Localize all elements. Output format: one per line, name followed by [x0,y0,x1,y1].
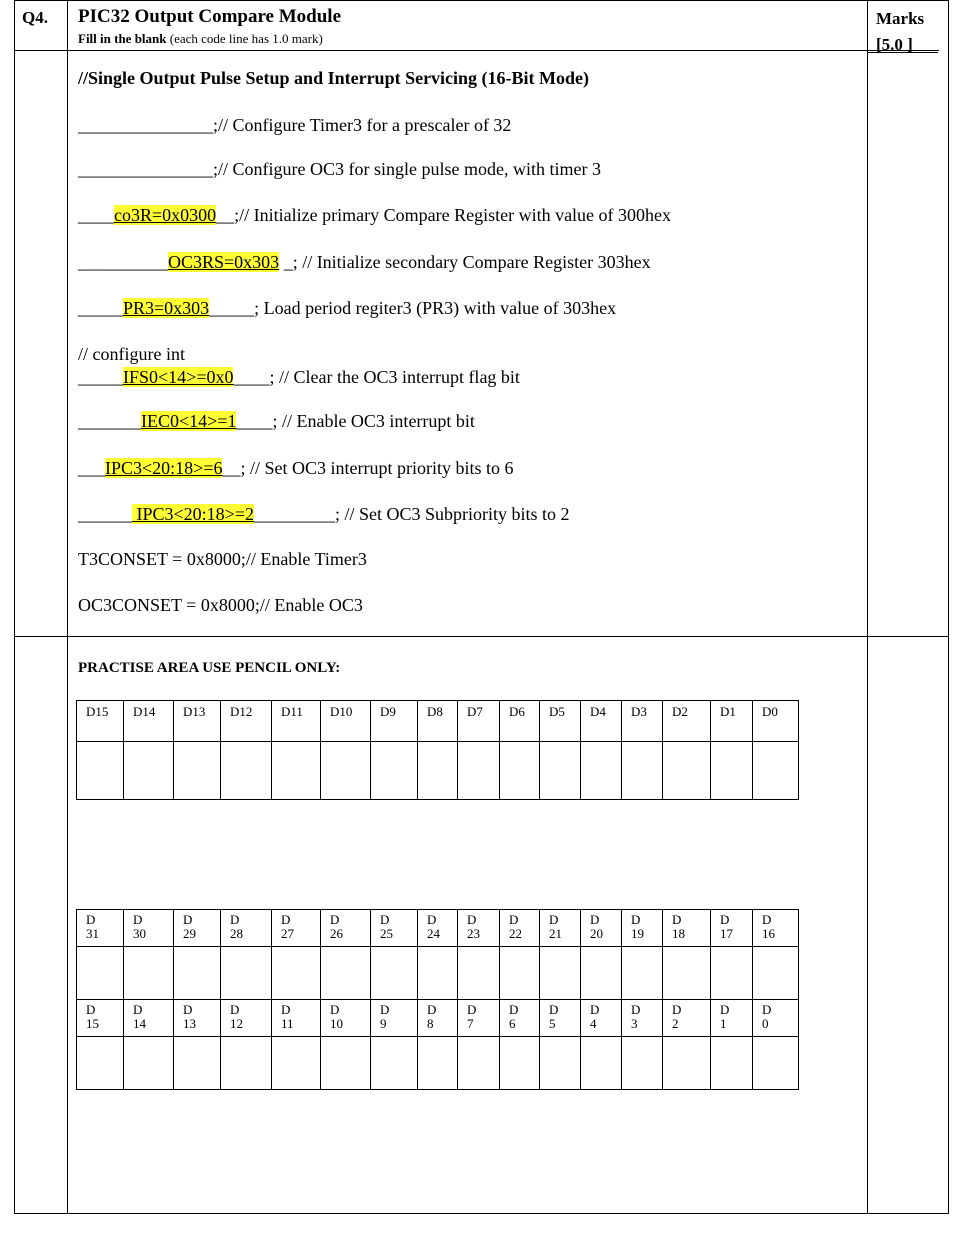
bit-entry-cell[interactable] [174,742,221,800]
line-7-comment: ____; // Enable OC3 interrupt bit [236,411,475,431]
bit-index: 22 [509,926,522,941]
bit-letter: D [230,912,240,927]
code-line-10: T3CONSET = 0x8000;// Enable Timer3 [78,549,367,569]
bit-index: 30 [133,926,146,941]
bit-header-cell [77,910,124,947]
code-line-7 [78,410,475,432]
bit-letter: D [720,1002,730,1017]
line-8-answer: IPC3<20:18>=6 [105,458,223,478]
bit-letter: D [509,1002,519,1017]
bit-index: 29 [183,926,196,941]
bit-letter: D [133,912,143,927]
bit-header-cell [221,910,272,947]
bit-entry-cell[interactable] [458,742,500,800]
bit-header-cell [272,910,321,947]
bit-letter: D [86,912,96,927]
bit-header-cell [371,1000,418,1037]
right-border [948,0,949,1214]
bit-letter: D [133,1002,143,1017]
bit-letter: D [720,912,730,927]
bit-header-cell [711,910,753,947]
bit-letter: D [230,1002,240,1017]
bit-header-cell: D5 [540,701,581,742]
bit-entry-cell[interactable] [221,1037,272,1090]
bit-letter: D [762,912,772,927]
bit-entry-cell[interactable] [124,947,174,1000]
question-subtitle [78,31,323,47]
bit-header-cell [458,1000,500,1037]
bit-entry-cell[interactable] [500,742,540,800]
bit-letter: D [467,1002,477,1017]
bit-index: 6 [509,1016,516,1031]
line-7-answer: IEC0<14>=1 [141,411,237,431]
bit-header-cell [77,1000,124,1037]
bit-index: 10 [330,1016,343,1031]
bit-table-16-blank-row [77,742,799,800]
bit-header-cell [321,1000,371,1037]
marks-column-border [867,0,868,1214]
bit-header-cell [124,1000,174,1037]
bit-letter: D [549,912,559,927]
bit-entry-cell[interactable] [272,1037,321,1090]
bit-letter: D [631,1002,641,1017]
bit-entry-cell[interactable] [458,1037,500,1090]
bit-table-32 [76,909,799,1090]
bit-index: 28 [230,926,243,941]
bit-entry-cell[interactable] [663,742,711,800]
bit-index: 16 [762,926,775,941]
bit-header-cell [124,910,174,947]
bit-entry-cell[interactable] [77,1037,124,1090]
code-line-6 [78,366,520,388]
bit-header-cell [622,910,663,947]
bit-entry-cell[interactable] [371,742,418,800]
bit-header-cell: D10 [321,701,371,742]
bit-header-cell [711,1000,753,1037]
bit-index: 13 [183,1016,196,1031]
code-line-11: OC3CONSET = 0x8000;// Enable OC3 [78,595,363,615]
bit-index: 20 [590,926,603,941]
line-3-blank: ____ [78,205,114,225]
bit-header-cell [272,1000,321,1037]
bit-table-32-lower-blank-row [77,1037,799,1090]
bit-index: 27 [281,926,294,941]
code-line-9 [78,503,570,525]
marks-value: [5.0 ] [876,35,913,54]
bit-header-cell [418,1000,458,1037]
bit-header-cell [458,910,500,947]
line-6-comment: ____; // Clear the OC3 interrupt flag bit [233,367,520,387]
bit-header-cell: D14 [124,701,174,742]
bit-header-cell [540,1000,581,1037]
bit-entry-cell[interactable] [174,1037,221,1090]
section-divider [14,636,949,637]
bit-letter: D [427,912,437,927]
bit-index: 14 [133,1016,146,1031]
subtitle-rest: (each code line has 1.0 mark) [166,31,323,46]
bit-letter: D [183,912,193,927]
bit-letter: D [672,1002,682,1017]
bit-index: 26 [330,926,343,941]
bit-entry-cell[interactable] [622,947,663,1000]
bit-letter: D [281,912,291,927]
bit-table-32-upper-header-row [77,910,799,947]
line-6-blank: _____ [78,367,123,387]
bit-entry-cell[interactable] [540,1037,581,1090]
bit-entry-cell[interactable] [221,947,272,1000]
bit-entry-cell[interactable] [174,947,221,1000]
bit-header-cell [321,910,371,947]
bit-table-16-header-row [77,701,799,742]
bit-header-cell: D7 [458,701,500,742]
line-4-comment: _; // Initialize secondary Compare Register 303hex [279,252,651,272]
question-number: Q4. [22,8,48,27]
bit-header-cell [371,910,418,947]
bit-header-cell: D9 [371,701,418,742]
bottom-border [14,1213,949,1214]
bit-entry-cell[interactable] [418,1037,458,1090]
bit-index: 12 [230,1016,243,1031]
code-line-4 [78,251,651,273]
bit-index: 9 [380,1016,387,1031]
bit-entry-cell[interactable] [272,947,321,1000]
bit-entry-cell[interactable] [711,742,753,800]
bit-letter: D [672,912,682,927]
bit-index: 1 [720,1016,727,1031]
line-9-answer: IPC3<20:18>=2 [132,504,254,524]
bit-entry-cell[interactable] [663,947,711,1000]
bit-entry-cell[interactable] [221,742,272,800]
bit-index: 17 [720,926,733,941]
bit-entry-cell[interactable] [581,742,622,800]
bit-index: 5 [549,1016,556,1031]
bit-header-cell: D11 [272,701,321,742]
bit-letter: D [183,1002,193,1017]
bit-header-cell [753,910,799,947]
bit-header-cell [174,1000,221,1037]
bit-entry-cell[interactable] [321,947,371,1000]
bit-index: 19 [631,926,644,941]
line-9-comment: _________; // Set OC3 Subpriority bits to 2 [253,504,570,524]
bit-header-cell: D4 [581,701,622,742]
bit-letter: D [762,1002,772,1017]
code-line-3 [78,204,671,226]
bit-entry-cell[interactable] [418,947,458,1000]
bit-letter: D [330,912,340,927]
line-4-answer: OC3RS=0x303 [168,252,280,272]
bit-letter: D [330,1002,340,1017]
bit-index: 25 [380,926,393,941]
bit-header-cell [663,1000,711,1037]
line-6-answer: IFS0<14>=0x0 [123,367,234,387]
bit-letter: D [549,1002,559,1017]
code-heading: //Single Output Pulse Setup and Interrupt Servicing (16-Bit Mode) [78,68,590,88]
bit-index: 18 [672,926,685,941]
bit-table-32-upper-blank-row [77,947,799,1000]
bit-entry-cell[interactable] [753,742,799,800]
bit-entry-cell[interactable] [500,947,540,1000]
bit-entry-cell[interactable] [418,742,458,800]
bit-entry-cell[interactable] [711,1037,753,1090]
bit-index: 24 [427,926,440,941]
bit-header-cell: D6 [500,701,540,742]
bit-index: 0 [762,1016,769,1031]
line-7-blank: _______ [78,411,141,431]
bit-header-cell [753,1000,799,1037]
bit-header-cell [663,910,711,947]
marks-header [876,6,924,58]
bit-letter: D [631,912,641,927]
bit-index: 21 [549,926,562,941]
line-8-blank: ___ [78,458,105,478]
question-title: PIC32 Output Compare Module [78,6,342,27]
bit-index: 23 [467,926,480,941]
bit-entry-cell[interactable] [540,742,581,800]
bit-entry-cell[interactable] [124,1037,174,1090]
bit-index: 11 [281,1016,294,1031]
practise-label: PRACTISE AREA USE PENCIL ONLY: [78,660,341,676]
line-8-comment: __; // Set OC3 interrupt priority bits to 6 [222,458,514,478]
bit-entry-cell[interactable] [321,742,371,800]
bit-header-cell [581,910,622,947]
bit-letter: D [467,912,477,927]
qnum-column-border [67,0,68,1214]
bit-entry-cell[interactable] [371,947,418,1000]
bit-entry-cell[interactable] [753,1037,799,1090]
bit-header-cell: D15 [77,701,124,742]
bit-index: 15 [86,1016,99,1031]
bit-letter: D [281,1002,291,1017]
bit-index: 31 [86,926,99,941]
bit-entry-cell[interactable] [321,1037,371,1090]
line-3-answer: co3R=0x0300 [114,205,217,225]
bit-entry-cell[interactable] [500,1037,540,1090]
bit-header-cell [174,910,221,947]
bit-header-cell [500,910,540,947]
bit-index: 4 [590,1016,597,1031]
marks-label: Marks [876,9,925,28]
bit-header-cell [581,1000,622,1037]
bit-entry-cell[interactable] [371,1037,418,1090]
bit-header-cell: D8 [418,701,458,742]
bit-letter: D [427,1002,437,1017]
bit-entry-cell[interactable] [272,742,321,800]
bit-letter: D [380,912,390,927]
line-9-blank: ______ [78,504,132,524]
bit-entry-cell[interactable] [77,742,124,800]
line-5-answer: PR3=0x303 [123,298,210,318]
bit-entry-cell[interactable] [540,947,581,1000]
bit-entry-cell[interactable] [711,947,753,1000]
bit-letter: D [86,1002,96,1017]
line-4-blank: __________ [78,252,168,272]
bit-entry-cell[interactable] [77,947,124,1000]
code-line-1: _______________;// Configure Timer3 for a prescaler of 32 [78,115,512,135]
bit-entry-cell[interactable] [753,947,799,1000]
bit-header-cell [500,1000,540,1037]
bit-index: 8 [427,1016,434,1031]
bit-entry-cell[interactable] [581,1037,622,1090]
bit-entry-cell[interactable] [581,947,622,1000]
bit-entry-cell[interactable] [458,947,500,1000]
code-line-8 [78,457,513,479]
configure-int-comment: // configure int [78,344,185,364]
bit-letter: D [509,912,519,927]
bit-index: 3 [631,1016,638,1031]
bit-table-32-lower-header-row [77,1000,799,1037]
bit-header-cell: D3 [622,701,663,742]
line-5-comment: _____; Load period regiter3 (PR3) with value of 303hex [209,298,617,318]
line-5-blank: _____ [78,298,123,318]
subtitle-bold: Fill in the blank [78,31,167,46]
bit-letter: D [590,1002,600,1017]
code-line-5 [78,297,616,319]
bit-header-cell [540,910,581,947]
bit-table-16 [76,700,799,800]
bit-letter: D [590,912,600,927]
top-border [14,0,949,1]
line-3-comment: __;// Initialize primary Compare Register with value of 300hex [216,205,672,225]
bit-entry-cell[interactable] [124,742,174,800]
bit-header-cell [418,910,458,947]
bit-header-cell: D13 [174,701,221,742]
bit-header-cell [622,1000,663,1037]
bit-entry-cell[interactable] [622,1037,663,1090]
header-bottom-border [14,50,939,51]
bit-entry-cell[interactable] [622,742,663,800]
bit-header-cell [221,1000,272,1037]
bit-index: 2 [672,1016,679,1031]
bit-index: 7 [467,1016,474,1031]
bit-header-cell: D2 [663,701,711,742]
bit-header-cell: D0 [753,701,799,742]
bit-entry-cell[interactable] [663,1037,711,1090]
bit-header-cell: D12 [221,701,272,742]
code-line-2: _______________;// Configure OC3 for single pulse mode, with timer 3 [78,159,601,179]
bit-letter: D [380,1002,390,1017]
left-border [14,0,15,1214]
bit-header-cell: D1 [711,701,753,742]
